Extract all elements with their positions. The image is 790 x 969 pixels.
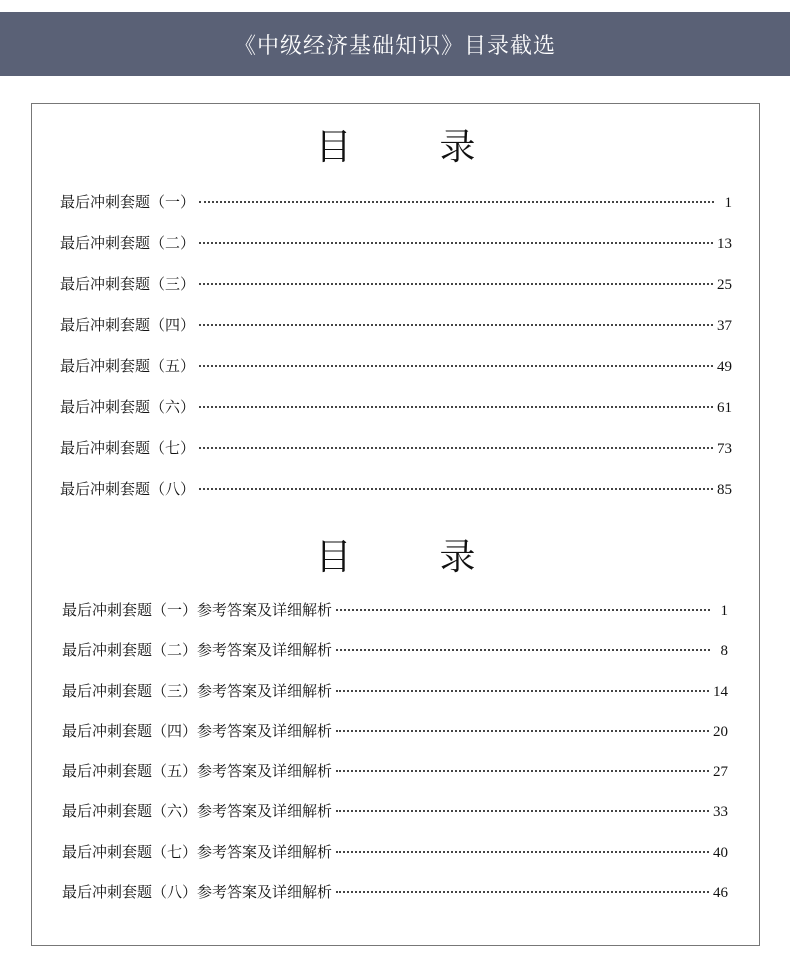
dot-leader <box>199 365 713 367</box>
contents-list <box>60 191 732 519</box>
contents-heading <box>32 126 759 170</box>
answers-heading-char-1: 目 <box>315 537 352 578</box>
dot-leader <box>336 730 709 732</box>
dot-leader <box>199 242 713 244</box>
dot-leader <box>336 770 709 772</box>
toc-entry-label: 最后冲刺套题（三） <box>60 275 196 293</box>
toc-entry-label: 最后冲刺套题（八） <box>60 480 196 498</box>
dot-leader <box>199 324 713 326</box>
toc-entry-label: 最后冲刺套题（二）参考答案及详细解析 <box>62 641 333 660</box>
answers-contents-heading <box>32 536 759 580</box>
table-of-contents-panel <box>31 103 760 946</box>
dot-leader <box>336 649 710 651</box>
toc-entry[interactable] <box>62 639 728 679</box>
toc-entry-page: 85 <box>717 482 732 498</box>
toc-entry-label: 最后冲刺套题（四）参考答案及详细解析 <box>62 721 333 740</box>
header-banner <box>0 12 790 76</box>
toc-entry-label: 最后冲刺套题（五） <box>60 357 196 375</box>
toc-entry[interactable] <box>62 800 728 840</box>
toc-entry[interactable] <box>60 396 732 437</box>
toc-entry-label: 最后冲刺套题（六）参考答案及详细解析 <box>62 802 333 821</box>
toc-entry-page: 46 <box>713 885 728 902</box>
contents-heading-char-2: 录 <box>439 127 476 168</box>
toc-entry-page: 1 <box>724 195 732 211</box>
dot-leader <box>199 201 714 203</box>
toc-entry[interactable] <box>62 599 728 639</box>
toc-entry-label: 最后冲刺套题（七） <box>60 439 196 457</box>
toc-entry-page: 27 <box>713 764 728 781</box>
banner-title: 《中级经济基础知识》目录截选 <box>233 33 556 59</box>
toc-entry[interactable] <box>60 355 732 396</box>
toc-entry-page: 25 <box>717 277 732 293</box>
toc-entry[interactable] <box>60 478 732 519</box>
toc-entry[interactable] <box>60 191 732 232</box>
toc-entry-page: 1 <box>720 603 728 619</box>
dot-leader <box>199 406 713 408</box>
dot-leader <box>336 851 709 853</box>
toc-entry-page: 13 <box>717 236 732 252</box>
toc-entry-page: 73 <box>717 441 732 457</box>
answers-contents-list <box>62 599 728 921</box>
toc-entry-label: 最后冲刺套题（二） <box>60 234 196 252</box>
toc-entry[interactable] <box>60 437 732 478</box>
toc-entry[interactable] <box>60 273 732 314</box>
dot-leader <box>336 690 709 692</box>
answers-heading-char-2: 录 <box>439 537 476 578</box>
dot-leader <box>199 488 713 490</box>
toc-entry[interactable] <box>60 314 732 355</box>
toc-entry-page: 33 <box>713 804 728 821</box>
toc-entry-label: 最后冲刺套题（三）参考答案及详细解析 <box>62 681 333 700</box>
toc-entry-label: 最后冲刺套题（八）参考答案及详细解析 <box>62 883 333 902</box>
toc-entry[interactable] <box>62 760 728 800</box>
toc-entry-label: 最后冲刺套题（五）参考答案及详细解析 <box>62 762 333 781</box>
toc-entry[interactable] <box>62 881 728 921</box>
contents-heading-char-1: 目 <box>315 127 352 168</box>
toc-entry-label: 最后冲刺套题（六） <box>60 398 196 416</box>
toc-entry-label: 最后冲刺套题（一） <box>60 193 196 211</box>
toc-entry-label: 最后冲刺套题（一）参考答案及详细解析 <box>62 601 333 619</box>
toc-entry-page: 14 <box>713 683 728 700</box>
toc-entry[interactable] <box>60 232 732 273</box>
toc-entry[interactable] <box>62 720 728 760</box>
dot-leader <box>336 609 710 611</box>
toc-entry[interactable] <box>62 841 728 881</box>
toc-entry-page: 8 <box>720 643 728 660</box>
toc-entry-page: 61 <box>717 400 732 416</box>
toc-entry-page: 40 <box>713 844 728 861</box>
dot-leader <box>336 810 709 812</box>
toc-entry-label: 最后冲刺套题（四） <box>60 316 196 334</box>
toc-entry-page: 49 <box>717 359 732 375</box>
toc-entry[interactable] <box>62 680 728 720</box>
toc-entry-page: 37 <box>717 318 732 334</box>
dot-leader <box>199 283 713 285</box>
toc-entry-label: 最后冲刺套题（七）参考答案及详细解析 <box>62 842 333 861</box>
dot-leader <box>336 891 709 893</box>
toc-entry-page: 20 <box>713 723 728 740</box>
dot-leader <box>199 447 713 449</box>
